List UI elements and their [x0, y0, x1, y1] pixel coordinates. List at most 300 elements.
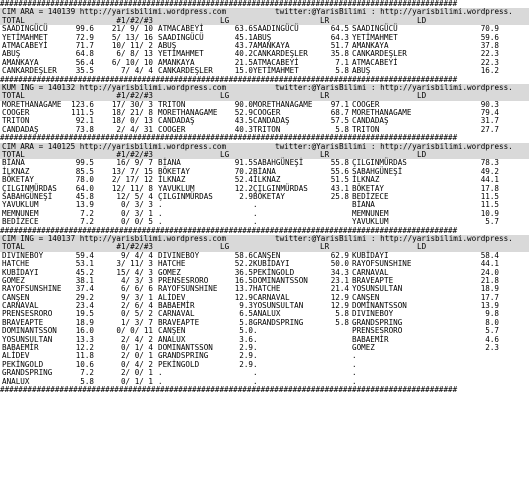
- ld-score: 18.9: [480, 284, 499, 294]
- lr-horse: YETİMAHMET: [253, 66, 299, 76]
- horse-name: CANDADAŞ: [2, 124, 39, 134]
- ld-score: 4.6: [485, 334, 499, 344]
- lg-score: 43.5: [234, 116, 253, 126]
- placings: 2/ 4/ 2: [120, 334, 153, 344]
- lr-horse: YOSUNSULTAN: [253, 301, 304, 311]
- lg-horse: ALİDEV: [158, 292, 186, 302]
- ld-horse: MOREТHANAGAME: [352, 108, 412, 118]
- horse-name: GRANDSPRING: [2, 368, 53, 378]
- lg-score: 52.2: [234, 259, 253, 269]
- race-header: [0, 143, 529, 151]
- ld-score: 5.7: [485, 217, 499, 227]
- lg-horse: GRANDSPRING: [158, 351, 209, 361]
- lg-label: LG: [220, 91, 230, 101]
- lg-horse: TRITON: [158, 99, 186, 109]
- ld-score: 44.1: [480, 175, 499, 185]
- lg-horse: BABAEMİR: [158, 301, 195, 311]
- lr-horse: .: [253, 200, 258, 210]
- total-score: 18.9: [75, 317, 94, 327]
- ld-horse: YAVUKLUM: [352, 217, 389, 227]
- lr-horse: İLKNAZ: [253, 175, 281, 185]
- lr-horse: ÇILGINMÜRDAS: [253, 183, 308, 193]
- ld-horse: BİANA: [352, 200, 375, 210]
- lr-score: 55.8: [330, 158, 349, 168]
- total-score: 99.6: [75, 24, 94, 34]
- placings: 15/ 4/ 3: [116, 267, 153, 277]
- lg-score: 58.6: [234, 250, 253, 260]
- ld-score: 59.6: [480, 32, 499, 42]
- lr-horse: TRITON: [253, 124, 281, 134]
- lr-label: LR: [320, 150, 330, 160]
- lr-label: LR: [320, 242, 330, 252]
- horse-name: MEMNUNEM: [2, 208, 39, 218]
- horse-name: GOMEZ: [2, 275, 25, 285]
- lr-horse: BİANA: [253, 166, 276, 176]
- lr-score: 12.9: [330, 292, 349, 302]
- ld-label: LD: [417, 91, 427, 101]
- horse-name: CANŞEN: [2, 292, 30, 302]
- lr-horse: .: [253, 208, 258, 218]
- lg-horse: CANDADAŞ: [158, 116, 195, 126]
- total-label: TOTAL: [2, 150, 25, 160]
- lr-horse: KUBİDAYI: [253, 259, 290, 269]
- total-score: 56.4: [75, 57, 94, 67]
- rule-line-text: ####################################################################################################: [0, 226, 458, 235]
- lr-score: 62.9: [330, 250, 349, 260]
- lr-horse: .: [253, 351, 258, 361]
- lr-score: 23.1: [330, 275, 349, 285]
- lr-score: 50.0: [330, 259, 349, 269]
- lg-score: 2.9: [239, 359, 253, 369]
- placings: 0/ 1/ 4: [120, 343, 153, 353]
- race-title: KUM ING = 140132 http://yarisbilimi.wordpress.com: [2, 82, 227, 92]
- lg-horse: .: [158, 200, 163, 210]
- total-score: 10.6: [75, 359, 94, 369]
- horse-name: DIVINEBOY: [2, 250, 44, 260]
- total-score: 59.4: [75, 250, 94, 260]
- ld-score: 37.8: [480, 40, 499, 50]
- total-score: 19.5: [75, 309, 94, 319]
- lg-horse: AMANKAYA: [158, 57, 195, 67]
- ld-horse: TRITON: [352, 124, 380, 134]
- twitter-line: twitter:@YarisBilimi : http://yarisbilimi.wordpress.: [275, 82, 513, 92]
- ld-score: 2.3: [485, 343, 499, 353]
- lg-score: 6.5: [239, 309, 253, 319]
- placings: 13/ 7/ 15: [111, 166, 153, 176]
- placings: 0/ 0/ 5: [120, 217, 153, 227]
- total-score: 73.8: [75, 124, 94, 134]
- table-row: [0, 67, 529, 75]
- lr-score: 12.9: [330, 301, 349, 311]
- total-score: 5.8: [80, 376, 94, 386]
- lg-horse: BRAVEAPTE: [158, 317, 200, 327]
- rule-line: [0, 386, 529, 394]
- placings: 2/ 0/ 1: [120, 351, 153, 361]
- lr-horse: CANKARDEŞLER: [253, 49, 308, 59]
- horse-name: PRENSESRORO: [2, 309, 53, 319]
- race-title: CIM ING = 140137 http://yarisbilimi.wordpress.com: [2, 233, 227, 243]
- lr-score: 35.8: [330, 49, 349, 59]
- ld-label: LD: [417, 150, 427, 160]
- lr-score: 25.8: [330, 191, 349, 201]
- total-score: 35.5: [75, 66, 94, 76]
- placings: 2/ 17/ 12: [111, 175, 153, 185]
- lg-horse: .: [158, 368, 163, 378]
- lg-score: 12.9: [234, 292, 253, 302]
- lg-horse: ATMACABEYİ: [158, 24, 204, 34]
- total-score: 85.5: [75, 166, 94, 176]
- ld-score: 31.7: [480, 116, 499, 126]
- lr-horse: .: [253, 334, 258, 344]
- horse-name: İLKNAZ: [2, 166, 30, 176]
- total-score: 38.1: [75, 275, 94, 285]
- ld-score: 49.2: [480, 166, 499, 176]
- ld-score: 13.9: [480, 301, 499, 311]
- lg-score: 40.2: [234, 49, 253, 59]
- ld-horse: COOGER: [352, 99, 380, 109]
- lr-horse: ABUŞ: [253, 32, 272, 42]
- ld-score: 70.9: [480, 24, 499, 34]
- lg-horse: GOMEZ: [158, 267, 181, 277]
- lg-score: 5.0: [239, 326, 253, 336]
- lg-score: 2.9: [239, 343, 253, 353]
- horse-name: MOREТHANAGAME: [2, 99, 62, 109]
- lg-score: 5.8: [239, 317, 253, 327]
- ld-horse: PRENSESRORO: [352, 326, 403, 336]
- horse-name: TRITON: [2, 116, 30, 126]
- lg-horse: DOMINANTSSON: [158, 343, 213, 353]
- lg-horse: CANKARDEŞLER: [158, 66, 213, 76]
- lg-score: 15.0: [234, 66, 253, 76]
- placings: 3/ 11/ 3: [116, 259, 153, 269]
- lr-score: 5.8: [335, 317, 349, 327]
- placings: 21/ 9/ 10: [111, 24, 153, 34]
- ld-label: LD: [417, 15, 427, 25]
- ld-score: 16.2: [480, 66, 499, 76]
- horse-name: SABAHGÜNEŞİ: [2, 191, 53, 201]
- rule-line-text: ####################################################################################################: [0, 75, 458, 84]
- table-row: [0, 378, 529, 386]
- lr-score: 68.7: [330, 108, 349, 118]
- lg-label: LG: [220, 15, 230, 25]
- ld-horse: RAYOFSUNSHINE: [352, 259, 412, 269]
- ld-horse: YOSUNSULTAN: [352, 284, 403, 294]
- lr-horse: DOMINANTSSON: [253, 275, 308, 285]
- lg-horse: .: [158, 376, 163, 386]
- horse-name: YETİMAHMET: [2, 32, 48, 42]
- lg-horse: ÇILGINMÜRDAS: [158, 191, 213, 201]
- horse-name: CANKARDEŞLER: [2, 66, 57, 76]
- lg-label: LG: [220, 150, 230, 160]
- lg-horse: DIVINEBOY: [158, 250, 200, 260]
- lr-score: 64.3: [330, 32, 349, 42]
- placings: 0/ 5/ 2: [120, 309, 153, 319]
- horse-name: ABUŞ: [2, 49, 21, 59]
- lg-horse: BÖKETAY: [158, 166, 191, 176]
- ld-horse: DOMINANTSSON: [352, 301, 407, 311]
- ld-horse: .: [352, 368, 357, 378]
- order-label: #1/#2/#3: [116, 15, 153, 25]
- race-header: [0, 84, 529, 92]
- rule-line-text: ####################################################################################################: [0, 0, 458, 8]
- placings: 10/ 11/ 2: [111, 40, 153, 50]
- lg-score: 3.6: [239, 334, 253, 344]
- horse-name: SAADINGÜCÜ: [2, 24, 48, 34]
- total-score: 7.2: [80, 208, 94, 218]
- twitter-line: twitter:@YarisBilimi : http://yarisbilimi.wordpress.: [275, 233, 513, 243]
- placings: 9/ 4/ 4: [120, 250, 153, 260]
- ld-horse: CANDADAŞ: [352, 116, 389, 126]
- lr-score: 51.7: [330, 40, 349, 50]
- placings: 5/ 13/ 16: [111, 32, 153, 42]
- ld-score: 44.1: [480, 259, 499, 269]
- lg-horse: ABUŞ: [158, 40, 177, 50]
- lg-horse: MOREТHANAGAME: [158, 108, 218, 118]
- ld-score: 8.0: [485, 317, 499, 327]
- ld-horse: .: [352, 376, 357, 386]
- ld-score: 22.3: [480, 57, 499, 67]
- order-label: #1/#2/#3: [116, 242, 153, 252]
- placings: 0/ 3/ 1: [120, 208, 153, 218]
- total-score: 13.3: [75, 334, 94, 344]
- lr-horse: COOGER: [253, 108, 281, 118]
- ld-horse: BEDİZECE: [352, 191, 389, 201]
- race-header: [0, 235, 529, 243]
- lg-horse: BİANA: [158, 158, 181, 168]
- lg-score: 16.5: [234, 275, 253, 285]
- lr-label: LR: [320, 15, 330, 25]
- lg-score: 21.5: [234, 57, 253, 67]
- total-label: TOTAL: [2, 242, 25, 252]
- race-header: [0, 8, 529, 16]
- lr-horse: BÖKETAY: [253, 191, 286, 201]
- order-label: #1/#2/#3: [116, 91, 153, 101]
- total-score: 12.2: [75, 343, 94, 353]
- twitter-line: twitter:@YarisBilimi : http://yarisbilimi.wordpress.: [275, 7, 513, 17]
- rule-line-text: ####################################################################################################: [0, 134, 458, 143]
- placings: 17/ 30/ 3: [111, 99, 153, 109]
- total-score: 64.0: [75, 183, 94, 193]
- lg-label: LG: [220, 242, 230, 252]
- placings: 9/ 3/ 1: [120, 292, 153, 302]
- lr-score: 5.8: [335, 124, 349, 134]
- total-score: 16.0: [75, 326, 94, 336]
- lr-horse: .: [253, 343, 258, 353]
- total-score: 13.9: [75, 200, 94, 210]
- lr-score: 55.6: [330, 166, 349, 176]
- lr-horse: CARNAVAL: [253, 292, 290, 302]
- lg-horse: PRENSESRORO: [158, 275, 209, 285]
- total-score: 71.7: [75, 40, 94, 50]
- ld-horse: SAADINGÜCÜ: [352, 24, 398, 34]
- lg-horse: CANŞEN: [158, 326, 186, 336]
- lg-horse: .: [158, 208, 163, 218]
- ld-score: 79.4: [480, 108, 499, 118]
- lg-score: 52.9: [234, 108, 253, 118]
- lr-score: 57.5: [330, 116, 349, 126]
- horse-name: PEKİNGOLD: [2, 359, 44, 369]
- placings: 4/ 3/ 3: [120, 275, 153, 285]
- lr-horse: GRANDSPRING: [253, 317, 304, 327]
- ld-score: 11.5: [480, 191, 499, 201]
- lg-horse: SAADINGÜCÜ: [158, 32, 204, 42]
- rule-line-text: ####################################################################################################: [0, 385, 458, 394]
- lg-horse: CARNAVAL: [158, 309, 195, 319]
- race-title: CIM ARA = 140139 http://yarisbilimi.wordpress.com: [2, 7, 227, 17]
- lr-score: 21.4: [330, 284, 349, 294]
- horse-name: KUBİDAYI: [2, 267, 39, 277]
- lr-horse: CANŞEN: [253, 250, 281, 260]
- ld-horse: CANKARDEŞLER: [352, 49, 407, 59]
- lg-score: 52.4: [234, 175, 253, 185]
- ld-score: 22.3: [480, 49, 499, 59]
- horse-name: YAVUKLUM: [2, 200, 39, 210]
- total-score: 45.8: [75, 191, 94, 201]
- total-label: TOTAL: [2, 91, 25, 101]
- lr-horse: PEKİNGOLD: [253, 267, 295, 277]
- total-score: 23.4: [75, 301, 94, 311]
- horse-name: ATMACABEYİ: [2, 40, 48, 50]
- lg-horse: .: [158, 217, 163, 227]
- placings: 6/ 8/ 13: [116, 49, 153, 59]
- lg-score: 13.7: [234, 284, 253, 294]
- ld-horse: ATMACABEYİ: [352, 57, 398, 67]
- lg-score: 9.3: [239, 301, 253, 311]
- lg-score: 43.7: [234, 40, 253, 50]
- placings: 12/ 11/ 8: [111, 183, 153, 193]
- total-score: 99.5: [75, 158, 94, 168]
- lr-horse: ANALUX: [253, 309, 281, 319]
- total-score: 53.1: [75, 259, 94, 269]
- lg-score: 40.3: [234, 124, 253, 134]
- placings: 16/ 9/ 7: [116, 158, 153, 168]
- placings: 6/ 10/ 10: [111, 57, 153, 67]
- placings: 12/ 5/ 4: [116, 191, 153, 201]
- ld-score: 5.7: [485, 326, 499, 336]
- ld-horse: CARNAVAL: [352, 267, 389, 277]
- lr-score: 43.1: [330, 183, 349, 193]
- placings: 0/ 1/ 1: [120, 376, 153, 386]
- lg-score: 70.2: [234, 166, 253, 176]
- total-score: 7.2: [80, 217, 94, 227]
- lg-score: 91.5: [234, 158, 253, 168]
- lr-score: 7.1: [335, 57, 349, 67]
- ld-horse: .: [352, 359, 357, 369]
- lr-horse: .: [253, 217, 258, 227]
- lr-score: 64.5: [330, 24, 349, 34]
- lr-score: 51.5: [330, 175, 349, 185]
- ld-horse: GRANDSPRING: [352, 317, 403, 327]
- total-label: TOTAL: [2, 15, 25, 25]
- total-score: 45.2: [75, 267, 94, 277]
- total-score: 92.1: [75, 116, 94, 126]
- lr-score: 97.1: [330, 99, 349, 109]
- ld-horse: BRAVEAPTE: [352, 275, 394, 285]
- total-score: 111.5: [71, 108, 94, 118]
- lr-horse: HATCHE: [253, 284, 281, 294]
- lr-horse: .: [253, 376, 258, 386]
- lr-score: 5.8: [335, 66, 349, 76]
- table-row: [0, 218, 529, 226]
- lr-label: LR: [320, 91, 330, 101]
- lr-horse: .: [253, 368, 258, 378]
- lg-score: 36.5: [234, 267, 253, 277]
- lg-horse: HATCHE: [158, 259, 186, 269]
- placings: 6/ 6/ 6: [120, 284, 153, 294]
- placings: 2/ 4/ 31: [116, 124, 153, 134]
- ld-score: 90.3: [480, 99, 499, 109]
- ld-horse: SABAHGÜNEŞİ: [352, 166, 403, 176]
- lg-score: 12.2: [234, 183, 253, 193]
- total-score: 123.6: [71, 99, 94, 109]
- race-title: CIM ARA = 140125 http://yarisbilimi.wordpress.com: [2, 141, 227, 151]
- lr-horse: SABAHGÜNEŞİ: [253, 158, 304, 168]
- lr-horse: MOREТHANAGAME: [253, 99, 313, 109]
- ld-score: 27.7: [480, 124, 499, 134]
- placings: 0/ 4/ 2: [120, 359, 153, 369]
- lr-horse: .: [253, 359, 258, 369]
- horse-name: AMANKAYA: [2, 57, 39, 67]
- ld-label: LD: [417, 242, 427, 252]
- ld-score: 24.0: [480, 267, 499, 277]
- total-score: 29.2: [75, 292, 94, 302]
- ld-horse: BÖKETAY: [352, 183, 385, 193]
- lg-score: 90.0: [234, 99, 253, 109]
- ld-horse: KUBİDAYI: [352, 250, 389, 260]
- placings: 7/ 4/ 4: [120, 66, 153, 76]
- horse-name: CARNAVAL: [2, 301, 39, 311]
- horse-name: ALİDEV: [2, 351, 30, 361]
- lg-horse: PEKİNGOLD: [158, 359, 200, 369]
- placings: 18/ 21/ 8: [111, 108, 153, 118]
- total-score: 37.4: [75, 284, 94, 294]
- ld-horse: AMANKAYA: [352, 40, 389, 50]
- horse-name: ÇILGINMÜRDAS: [2, 183, 57, 193]
- placings: 1/ 3/ 7: [120, 317, 153, 327]
- total-score: 64.8: [75, 49, 94, 59]
- ld-score: 17.7: [480, 292, 499, 302]
- total-score: 78.0: [75, 175, 94, 185]
- ld-horse: .: [352, 351, 357, 361]
- lr-horse: CANDADAŞ: [253, 116, 290, 126]
- placings: 0/ 3/ 3: [120, 200, 153, 210]
- total-score: 11.8: [75, 351, 94, 361]
- lg-horse: COOGER: [158, 124, 186, 134]
- lg-score: 45.1: [234, 32, 253, 42]
- total-score: 72.9: [75, 32, 94, 42]
- ld-score: 9.8: [485, 309, 499, 319]
- total-score: 7.2: [80, 368, 94, 378]
- ld-score: 58.4: [480, 250, 499, 260]
- lg-horse: ANALUX: [158, 334, 186, 344]
- horse-name: BRAVEAPTE: [2, 317, 44, 327]
- lr-score: 34.3: [330, 267, 349, 277]
- placings: 0/ 0/ 11: [116, 326, 153, 336]
- lr-horse: SAADINGÜCÜ: [253, 24, 299, 34]
- horse-name: BABAEMİR: [2, 343, 39, 353]
- horse-name: DOMINANTSSON: [2, 326, 57, 336]
- ld-horse: DIVINEBOY: [352, 309, 394, 319]
- lg-horse: YETİMAHMET: [158, 49, 204, 59]
- horse-name: BÖKETAY: [2, 175, 35, 185]
- horse-name: ANALUX: [2, 376, 30, 386]
- ld-score: 21.8: [480, 275, 499, 285]
- lg-horse: RAYOFSUNSHINE: [158, 284, 218, 294]
- table-row: [0, 126, 529, 134]
- ld-horse: BABAEMİR: [352, 334, 389, 344]
- lg-horse: İLKNAZ: [158, 175, 186, 185]
- horse-name: YOSUNSULTAN: [2, 334, 53, 344]
